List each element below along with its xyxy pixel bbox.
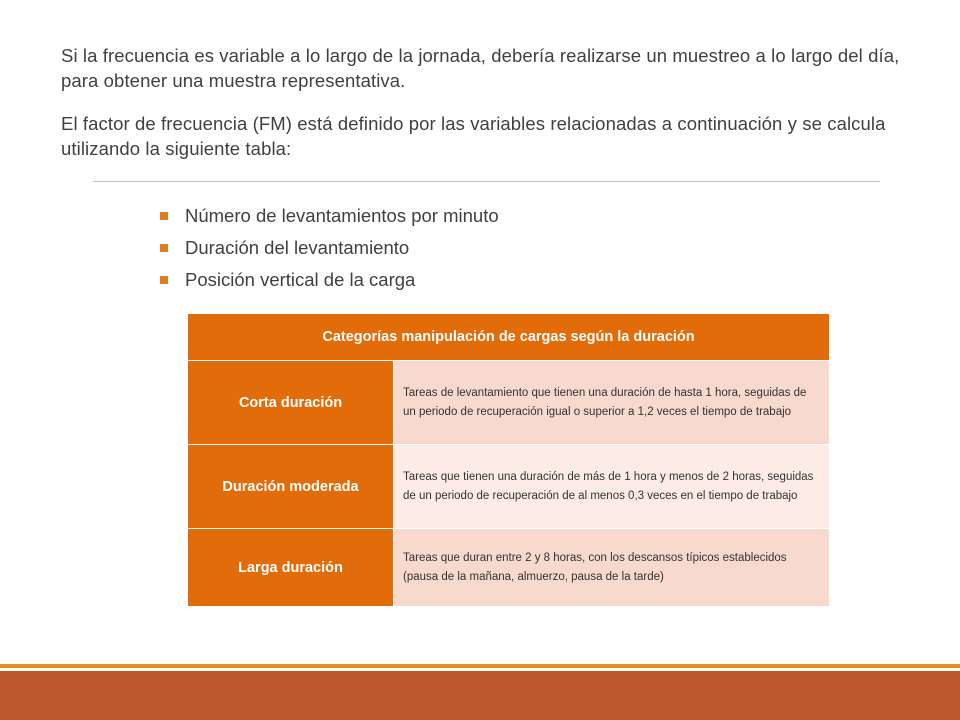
footer-accent-line <box>0 664 960 668</box>
square-bullet-icon <box>160 244 168 252</box>
list-item <box>160 232 499 264</box>
intro-paragraph: Si la frecuencia es variable a lo largo de la jornada, debería realizarse un muestreo a lo largo del día, para obtener una muestra representativa. <box>61 45 900 91</box>
description-cell: Tareas que duran entre 2 y 8 horas, con los descansos típicos establecidos (pausa de la mañana, almuerzo, pausa de la tarde) <box>394 529 829 606</box>
category-cell: Larga duración <box>188 529 394 606</box>
duration-categories-table <box>188 314 829 606</box>
list-item <box>160 200 499 232</box>
footer-bar <box>0 671 960 720</box>
list-item-text: Posición vertical de la carga <box>185 269 416 290</box>
divider-line <box>93 181 880 182</box>
table-header: Categorías manipulación de cargas según la duración <box>188 314 829 361</box>
table-row <box>188 361 829 445</box>
table-row <box>188 445 829 529</box>
list-item-text: Duración del levantamiento <box>185 237 410 258</box>
list-item <box>160 264 499 296</box>
table-row <box>188 529 829 606</box>
variables-list <box>160 200 499 296</box>
category-cell: Duración moderada <box>188 445 394 528</box>
list-item-text: Número de levantamientos por minuto <box>185 205 499 226</box>
category-cell: Corta duración <box>188 361 394 444</box>
frequency-factor-paragraph: El factor de frecuencia (FM) está definido por las variables relacionadas a continuación y se calcula utilizando la siguiente tabla: <box>61 113 886 159</box>
square-bullet-icon <box>160 212 168 220</box>
description-cell: Tareas que tienen una duración de más de 1 hora y menos de 2 horas, seguidas de un periodo de recuperación de al menos 0,3 veces en el tiempo de trabajo <box>394 445 829 528</box>
description-cell: Tareas de levantamiento que tienen una duración de hasta 1 hora, seguidas de un periodo de recuperación igual o superior a 1,2 veces el tiempo de trabajo <box>394 361 829 444</box>
square-bullet-icon <box>160 276 168 284</box>
